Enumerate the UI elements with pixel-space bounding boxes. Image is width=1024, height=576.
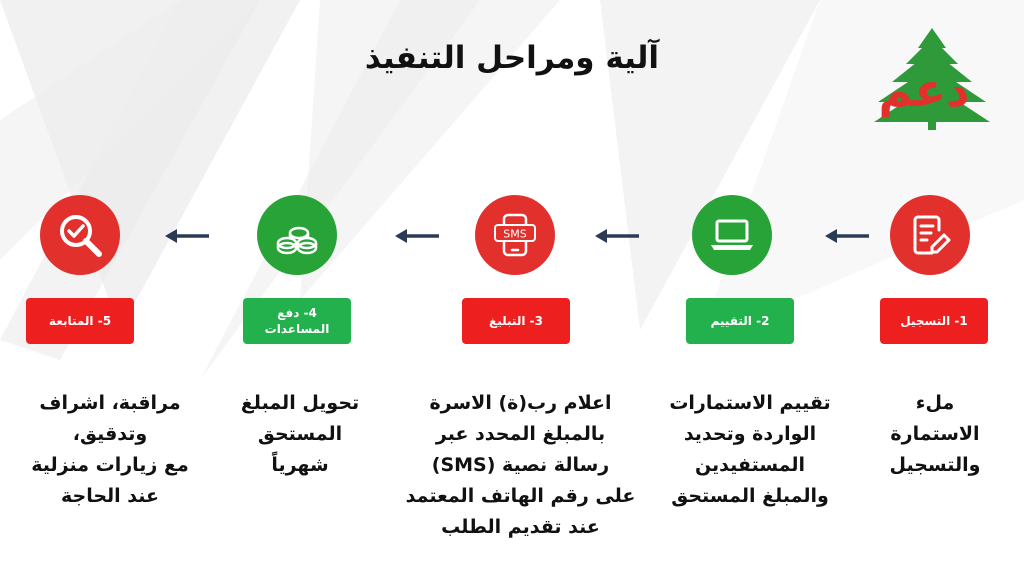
desc-line: الاستمارة [890,423,980,445]
desc-line: مراقبة، اشراف [39,392,181,414]
desc-line: تحويل المبلغ [240,392,360,414]
desc-line: مع زيارات منزلية [31,454,189,476]
desc-line: رسالة نصية (SMS) [431,454,610,476]
desc-line: عند الحاجة [60,485,159,507]
desc-line: تقييم الاستمارات [669,392,831,414]
desc-line: شهرياً [271,454,329,476]
step-4-label-line1: 4- دفع [277,306,317,320]
arrow-left-icon [395,228,439,244]
step-4-circle [257,195,337,275]
step-3-label: 3- التبليغ [462,298,570,344]
step-3-description [398,388,643,543]
desc-line: اعلام رب(ة) الاسرة [429,392,612,414]
desc-line: ملء [915,392,955,414]
page-title: آلية ومراحل التنفيذ [364,40,660,76]
step-5-label: 5- المتابعة [26,298,134,344]
step-5-description [10,388,210,512]
step-1-description [870,388,1000,481]
step-1-label: 1- التسجيل [880,298,988,344]
arrow-left-icon [825,228,869,244]
desc-line: المستفيدين [694,454,806,476]
step-2-circle [692,195,772,275]
coins-icon [273,211,321,259]
step-4-label [243,298,351,344]
desc-line: بالمبلغ المحدد عبر [435,423,606,445]
desc-line: وتدقيق، [72,423,148,445]
arrow-left-icon [165,228,209,244]
arrow-left-icon [595,228,639,244]
sms-icon-text: SMS [503,227,527,241]
desc-line: على رقم الهاتف المعتمد [405,485,636,507]
magnifier-check-icon [56,211,104,259]
desc-line: المستحق [257,423,343,445]
logo-text: دعم [878,63,970,117]
form-edit-icon [906,211,954,259]
laptop-icon [708,211,756,259]
step-2-description [650,388,850,512]
sms-phone-icon [491,211,539,259]
desc-line: والتسجيل [889,454,981,476]
desc-line: والمبلغ المستحق [671,485,829,507]
step-2-label: 2- التقييم [686,298,794,344]
step-4-description [215,388,385,481]
step-3-circle [475,195,555,275]
desc-line: الواردة وتحديد [683,423,817,445]
step-1-circle [890,195,970,275]
step-5-circle [40,195,120,275]
daem-logo [862,26,992,132]
step-4-label-line2: المساعدات [264,322,330,336]
desc-line: عند تقديم الطلب [441,516,600,538]
